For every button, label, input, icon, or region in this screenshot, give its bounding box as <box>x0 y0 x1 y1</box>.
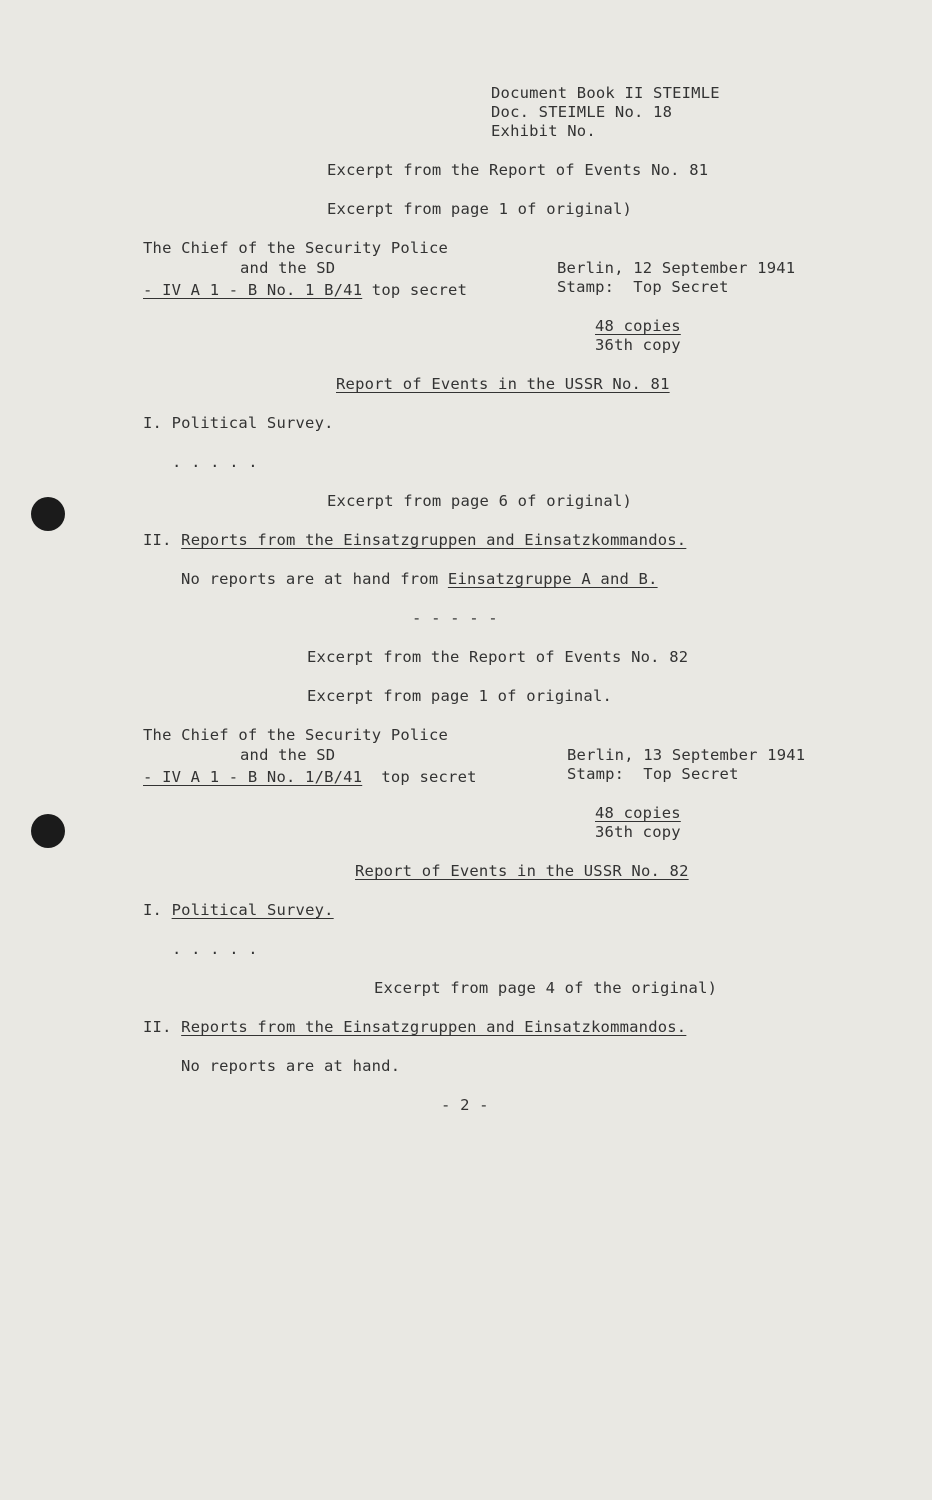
report-title-81: Report of Events in the USSR No. 81 <box>336 375 670 393</box>
excerpt-page-82: Excerpt from page 1 of original. <box>307 687 613 705</box>
section-number: II. <box>143 531 172 549</box>
stamp-value: Top Secret <box>643 765 739 783</box>
ellipsis-dots-81: . . . . . <box>172 453 258 471</box>
stamp-line-82 <box>567 765 739 784</box>
excerpt-title-82: Excerpt from the Report of Events No. 82 <box>307 648 689 666</box>
section-political-survey-81: I. Political Survey. <box>143 414 334 432</box>
section-political-survey-82 <box>143 901 334 920</box>
section-reports-81 <box>143 531 686 550</box>
no-reports-81 <box>181 570 658 589</box>
chief-line1-82: The Chief of the Security Police <box>143 726 449 744</box>
doc-book-line: Document Book II STEIMLE <box>491 84 720 102</box>
section-title: Reports from the Einsatzgruppen and Einsatzkommandos. <box>181 531 687 549</box>
section-title: Reports from the Einsatzgruppen and Einsatzkommandos. <box>181 1018 687 1036</box>
chief-line2-81: and the SD <box>240 259 336 277</box>
section-reports-82 <box>143 1018 686 1037</box>
separator: - - - - - <box>412 609 498 627</box>
no-reports-prefix: No reports are at hand from <box>181 570 439 588</box>
reference-number: - IV A 1 - B No. 1/B/41 <box>143 768 363 786</box>
reference-line-81 <box>143 281 467 300</box>
einsatzgruppe-names: Einsatzgruppe A and B. <box>447 570 658 588</box>
exhibit-line: Exhibit No. <box>491 122 596 140</box>
section-title: Political Survey. <box>171 901 334 919</box>
section-number: II. <box>143 1018 172 1036</box>
stamp-line-81 <box>557 278 729 297</box>
punch-hole <box>31 814 65 848</box>
stamp-value: Top Secret <box>633 278 729 296</box>
reference-number: - IV A 1 - B No. 1 B/41 <box>143 281 363 299</box>
copy-number-81: 36th copy <box>595 336 681 354</box>
punch-hole <box>31 497 65 531</box>
page-number: - 2 - <box>441 1096 489 1114</box>
reference-line-82 <box>143 768 477 787</box>
excerpt-title-81: Excerpt from the Report of Events No. 81 <box>327 161 709 179</box>
report-title-82: Report of Events in the USSR No. 82 <box>355 862 689 880</box>
section-number: I. <box>143 901 163 919</box>
excerpt-page2-81: Excerpt from page 6 of original) <box>327 492 633 510</box>
excerpt-page2-82: Excerpt from page 4 of the original) <box>374 979 718 997</box>
no-reports-82: No reports are at hand. <box>181 1057 401 1075</box>
top-secret-label: top secret <box>371 281 468 299</box>
chief-line1-81: The Chief of the Security Police <box>143 239 449 257</box>
stamp-label: Stamp: <box>557 278 615 296</box>
place-date-81: Berlin, 12 September 1941 <box>557 259 796 277</box>
copy-number-82: 36th copy <box>595 823 681 841</box>
stamp-label: Stamp: <box>567 765 625 783</box>
doc-number-line: Doc. STEIMLE No. 18 <box>491 103 673 121</box>
chief-line2-82: and the SD <box>240 746 336 764</box>
copies-81: 48 copies <box>595 317 681 335</box>
ellipsis-dots-82: . . . . . <box>172 940 258 958</box>
copies-82: 48 copies <box>595 804 681 822</box>
excerpt-page-81: Excerpt from page 1 of original) <box>327 200 633 218</box>
place-date-82: Berlin, 13 September 1941 <box>567 746 806 764</box>
top-secret-label: top secret <box>381 768 477 786</box>
